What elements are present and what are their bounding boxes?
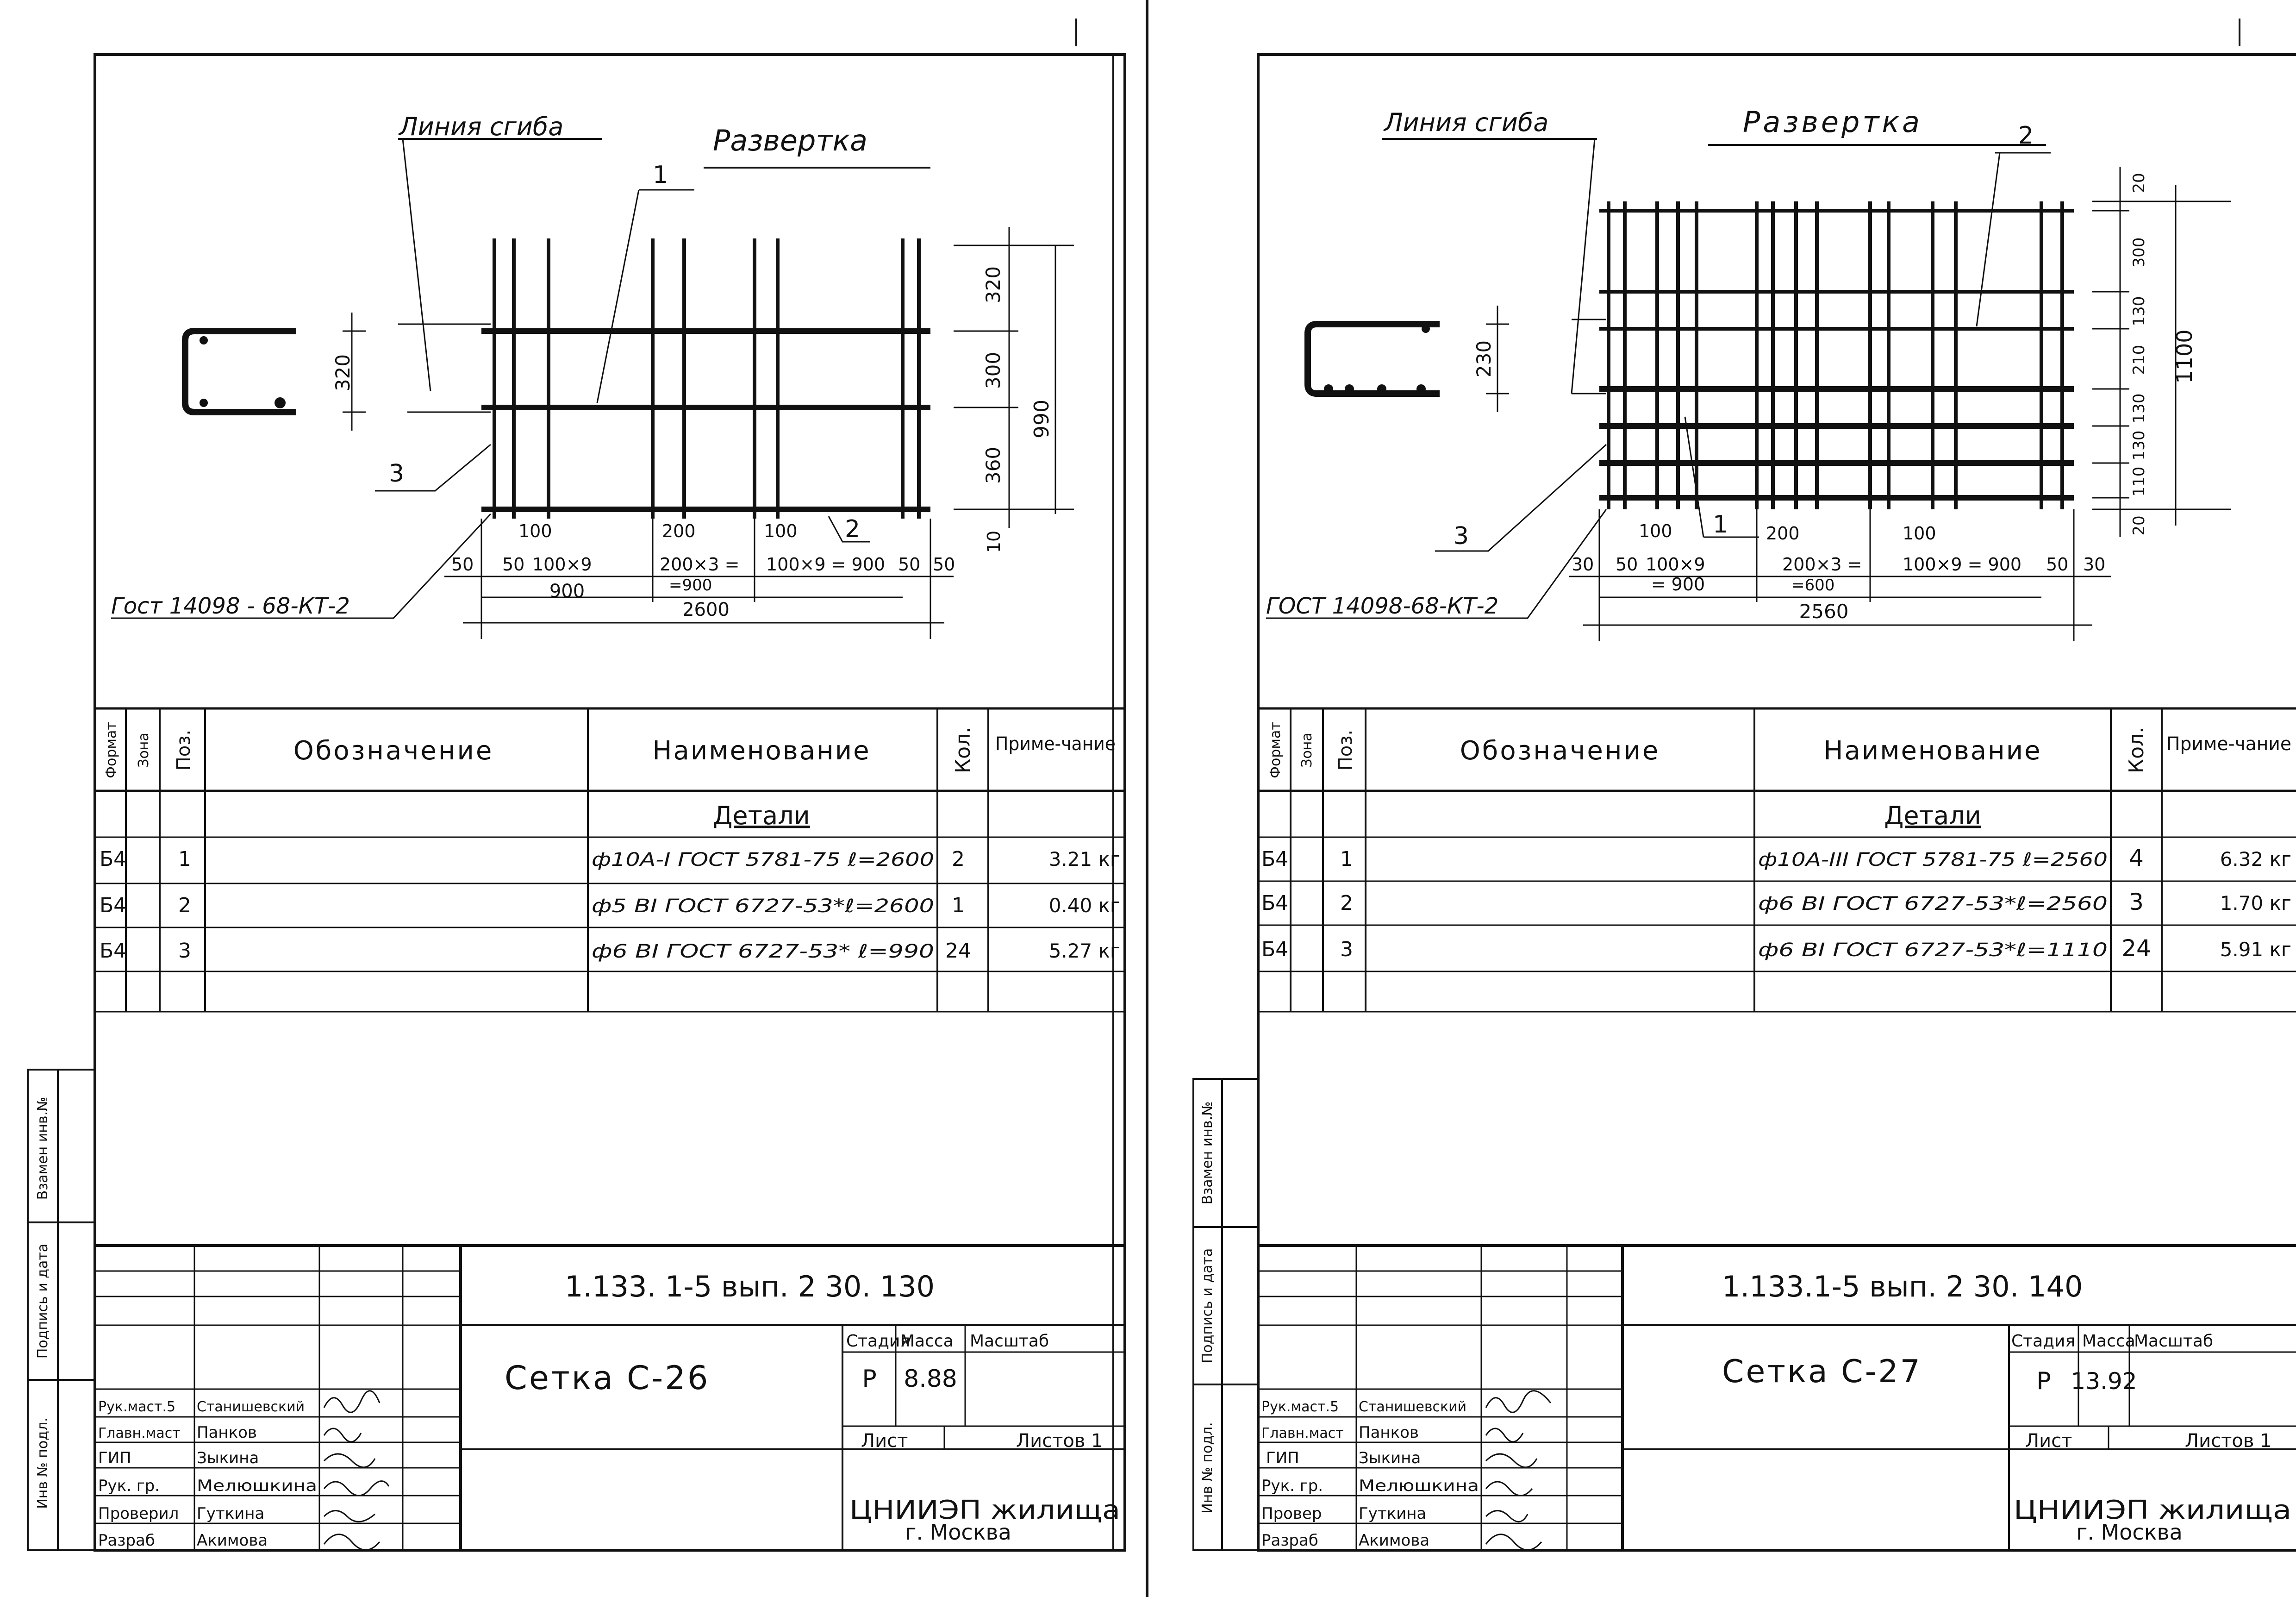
side-label: Подпись и дата [1199, 1248, 1216, 1364]
mark-3: 3 [389, 460, 405, 488]
dim-right: 130 [2130, 430, 2148, 461]
side-label: Подпись и дата [35, 1243, 51, 1359]
sheet-right [1193, 55, 2296, 1550]
side-label: Инв № подл. [35, 1417, 51, 1509]
row-format: Б4 [1261, 847, 1289, 871]
row-pos: 3 [178, 939, 191, 963]
row-note: 5.91 кг [2220, 938, 2291, 961]
dim-right: 210 [2130, 344, 2148, 375]
row-note: 3.21 кг [1048, 848, 1120, 871]
dim-bottom: 100×9 = 900 [1903, 554, 2022, 575]
role-label: Главн.маст [1261, 1425, 1344, 1441]
mark-3: 3 [1454, 522, 1469, 550]
stage-label: Стадия [2011, 1332, 2076, 1351]
scale-label: Масштаб [2134, 1332, 2214, 1351]
dim-right: 300 [2130, 237, 2148, 268]
person-name: Станишевский [197, 1399, 305, 1415]
row-name: ф6 ВI ГОСТ 6727-53*ℓ=1110 [1758, 939, 2108, 961]
layout-label: Развертка [713, 124, 867, 157]
person-name: Зыкина [1359, 1449, 1421, 1467]
sheet-label: Лист [2025, 1430, 2072, 1452]
mark-2: 2 [2018, 122, 2034, 150]
mass-label: Масса [2082, 1332, 2135, 1351]
row-pos: 1 [178, 847, 191, 871]
city: г. Москва [905, 1520, 1011, 1545]
dim-bottom: 100 [1639, 521, 1672, 541]
person-name: Мелюшкина [197, 1477, 317, 1495]
spec-section-title: Детали [1884, 801, 1981, 830]
dim-section-height: 320 [331, 354, 354, 392]
person-name: Мелюшкина [1359, 1477, 1479, 1495]
dim-right-3: 360 [982, 446, 1004, 484]
col-note: Приме-чание [2166, 733, 2291, 755]
mass-value: 13.92 [2071, 1368, 2137, 1395]
row-qty: 4 [2129, 845, 2144, 871]
col-format: Формат [103, 722, 119, 778]
document-code: 1.133.1-5 вып. 2 30. 140 [1722, 1270, 2083, 1303]
scale-label: Масштаб [970, 1332, 1049, 1351]
dim-bottom-sub: 900 [549, 581, 585, 602]
dim-bottom: 50 [898, 554, 921, 575]
dim-section-height: 230 [1472, 340, 1495, 378]
role-label: Разраб [1261, 1531, 1318, 1550]
row-format: Б4 [1261, 891, 1289, 915]
row-name: ф5 ВI ГОСТ 6727-53*ℓ=2600 [592, 896, 934, 917]
role-label: Разраб [98, 1531, 155, 1550]
rebar-mesh [481, 238, 930, 519]
dim-right-2: 300 [982, 351, 1004, 389]
dim-right-4: 10 [984, 530, 1004, 553]
col-pos: Поз. [173, 729, 194, 771]
dim-bottom: 100 [518, 521, 552, 541]
mark-1: 1 [653, 161, 668, 189]
sheet-label: Лист [861, 1430, 908, 1452]
sheets-count: Листов 1 [2185, 1430, 2272, 1452]
col-note: Приме-чание [995, 733, 1116, 755]
dim-bottom: 50 [451, 554, 474, 575]
row-qty: 24 [945, 939, 971, 963]
person-name: Зыкина [197, 1449, 259, 1467]
title-block [1258, 1246, 2296, 1550]
gost-callout: ГОСТ 14098-68-КТ-2 [1266, 593, 1499, 619]
dim-bottom: =900 [669, 576, 712, 595]
col-designation: Обозначение [293, 736, 494, 766]
dim-bottom: 100×9 = 900 [766, 554, 886, 575]
person-name: Гуткина [1359, 1504, 1427, 1523]
spec-table [1258, 708, 2296, 1012]
row-name: ф10А-I ГОСТ 5781-75 ℓ=2600 [592, 849, 934, 871]
dim-bottom: 200 [1766, 523, 1800, 544]
dim-bottom-total: 2600 [682, 599, 730, 620]
col-format: Формат [1267, 722, 1284, 778]
dim-bottom: 50 [933, 554, 955, 575]
row-note: 5.27 кг [1048, 939, 1120, 962]
bend-line-label: Линия сгиба [399, 112, 564, 141]
document-code: 1.133. 1-5 вып. 2 30. 130 [565, 1270, 935, 1303]
person-name: Акимова [1359, 1531, 1430, 1550]
stage-value: Р [862, 1365, 877, 1393]
row-format: Б4 [1261, 938, 1289, 961]
col-zone: Зона [1299, 733, 1315, 768]
title-block [95, 1246, 1125, 1550]
side-stamp [28, 1070, 95, 1550]
dim-bottom: 100 [764, 521, 798, 541]
row-qty: 1 [952, 894, 965, 917]
row-name: ф6 ВI ГОСТ 6727-53*ℓ=2560 [1758, 893, 2108, 914]
role-label: Проверил [98, 1504, 179, 1523]
mark-2: 2 [845, 515, 861, 543]
role-label: Рук. гр. [1261, 1477, 1323, 1495]
row-format: Б4 [100, 894, 127, 917]
role-label: ГИП [98, 1449, 131, 1467]
row-pos: 2 [1340, 891, 1353, 915]
mark-1: 1 [1713, 511, 1728, 539]
row-note: 0.40 кг [1048, 894, 1120, 917]
rebar-section [1308, 306, 1509, 412]
gost-callout: Гост 14098 - 68-КТ-2 [111, 593, 350, 619]
dim-right-1: 320 [982, 266, 1004, 304]
stage-label: Стадия [846, 1332, 911, 1351]
role-label: ГИП [1266, 1449, 1299, 1467]
document-title: Сетка С-26 [505, 1359, 710, 1397]
dim-bottom: 200×3 = [1782, 554, 1862, 575]
dim-bottom-sub: = 900 [1651, 574, 1705, 595]
role-label: Рук.маст.5 [98, 1399, 176, 1415]
dim-right: 130 [2130, 393, 2148, 424]
dim-bottom: 100 [1903, 523, 1936, 544]
person-name: Станишевский [1359, 1399, 1467, 1415]
row-format: Б4 [100, 847, 127, 871]
dim-bottom: 30 [2083, 554, 2106, 575]
col-qty: Кол. [951, 726, 975, 774]
mass-label: Масса [900, 1332, 954, 1351]
col-name: Наименование [652, 736, 871, 766]
bend-line-label: Линия сгиба [1384, 108, 1549, 137]
dims-right [954, 227, 1074, 553]
dim-bottom: 50 [2046, 554, 2069, 575]
col-qty: Кол. [2125, 726, 2148, 774]
row-name: ф10А-III ГОСТ 5781-75 ℓ=2560 [1758, 849, 2108, 871]
dim-bottom: 50 [502, 554, 525, 575]
col-name: Наименование [1823, 736, 2042, 766]
side-label: Инв № подл. [1199, 1422, 1216, 1514]
person-name: Акимова [197, 1531, 268, 1550]
dims-right [2092, 167, 2231, 537]
row-qty: 3 [2129, 889, 2144, 915]
role-label: Провер [1261, 1504, 1322, 1523]
role-label: Рук.маст.5 [1261, 1399, 1339, 1415]
dims-bottom [1569, 509, 2111, 641]
dim-right: 110 [2130, 466, 2148, 497]
dim-right-total: 990 [1030, 400, 1054, 438]
organization: ЦНИИЭП жилища [849, 1495, 1120, 1525]
side-label: Взамен инв.№ [35, 1096, 51, 1200]
side-label: Взамен инв.№ [1199, 1101, 1216, 1205]
row-pos: 1 [1340, 847, 1353, 871]
dim-bottom: 200 [662, 521, 696, 541]
dim-bottom-total: 2560 [1799, 600, 1849, 623]
row-note: 6.32 кг [2220, 848, 2291, 871]
rebar-section [185, 313, 366, 431]
row-qty: 24 [2121, 935, 2151, 962]
dims-bottom [444, 519, 955, 639]
dim-bottom: 100×9 [1646, 554, 1705, 575]
sheets-count: Листов 1 [1016, 1430, 1103, 1452]
dim-bottom: 100×9 [532, 554, 592, 575]
row-pos: 3 [1340, 938, 1353, 961]
document-title: Сетка С-27 [1722, 1353, 1922, 1390]
dim-right-total: 1100 [2172, 329, 2197, 384]
spec-table [95, 708, 1125, 1012]
dim-bottom: 30 [1572, 554, 1594, 575]
person-name: Гуткина [197, 1504, 265, 1523]
dim-bottom: 50 [1616, 554, 1638, 575]
sheet-left [28, 55, 1125, 1550]
dim-bottom: 200×3 = [660, 554, 740, 575]
row-qty: 2 [952, 847, 965, 871]
col-zone: Зона [136, 733, 152, 768]
mass-value: 8.88 [904, 1365, 957, 1393]
dim-right: 20 [2130, 515, 2148, 536]
layout-label: Развертка [1743, 105, 1922, 139]
signatures [324, 1391, 389, 1550]
dim-right: 130 [2130, 296, 2148, 326]
row-format: Б4 [100, 939, 127, 963]
organization: ЦНИИЭП жилища [2014, 1495, 2291, 1525]
stage-value: Р [2036, 1367, 2051, 1395]
row-name: ф6 ВI ГОСТ 6727-53* ℓ=990 [592, 941, 934, 962]
row-pos: 2 [178, 894, 191, 917]
dim-bottom: =600 [1791, 576, 1835, 595]
person-name: Панков [1359, 1423, 1419, 1442]
col-designation: Обозначение [1460, 736, 1660, 766]
dim-right: 20 [2130, 173, 2148, 193]
role-label: Главн.маст [98, 1425, 181, 1441]
col-pos: Поз. [1335, 729, 1356, 771]
signatures [1486, 1391, 1551, 1550]
city: г. Москва [2076, 1520, 2183, 1545]
row-note: 1.70 кг [2220, 892, 2291, 914]
person-name: Панков [197, 1423, 257, 1442]
spec-section-title: Детали [713, 801, 810, 830]
rebar-mesh [1599, 201, 2074, 509]
role-label: Рук. гр. [98, 1477, 160, 1495]
side-stamp [1193, 1079, 1258, 1550]
